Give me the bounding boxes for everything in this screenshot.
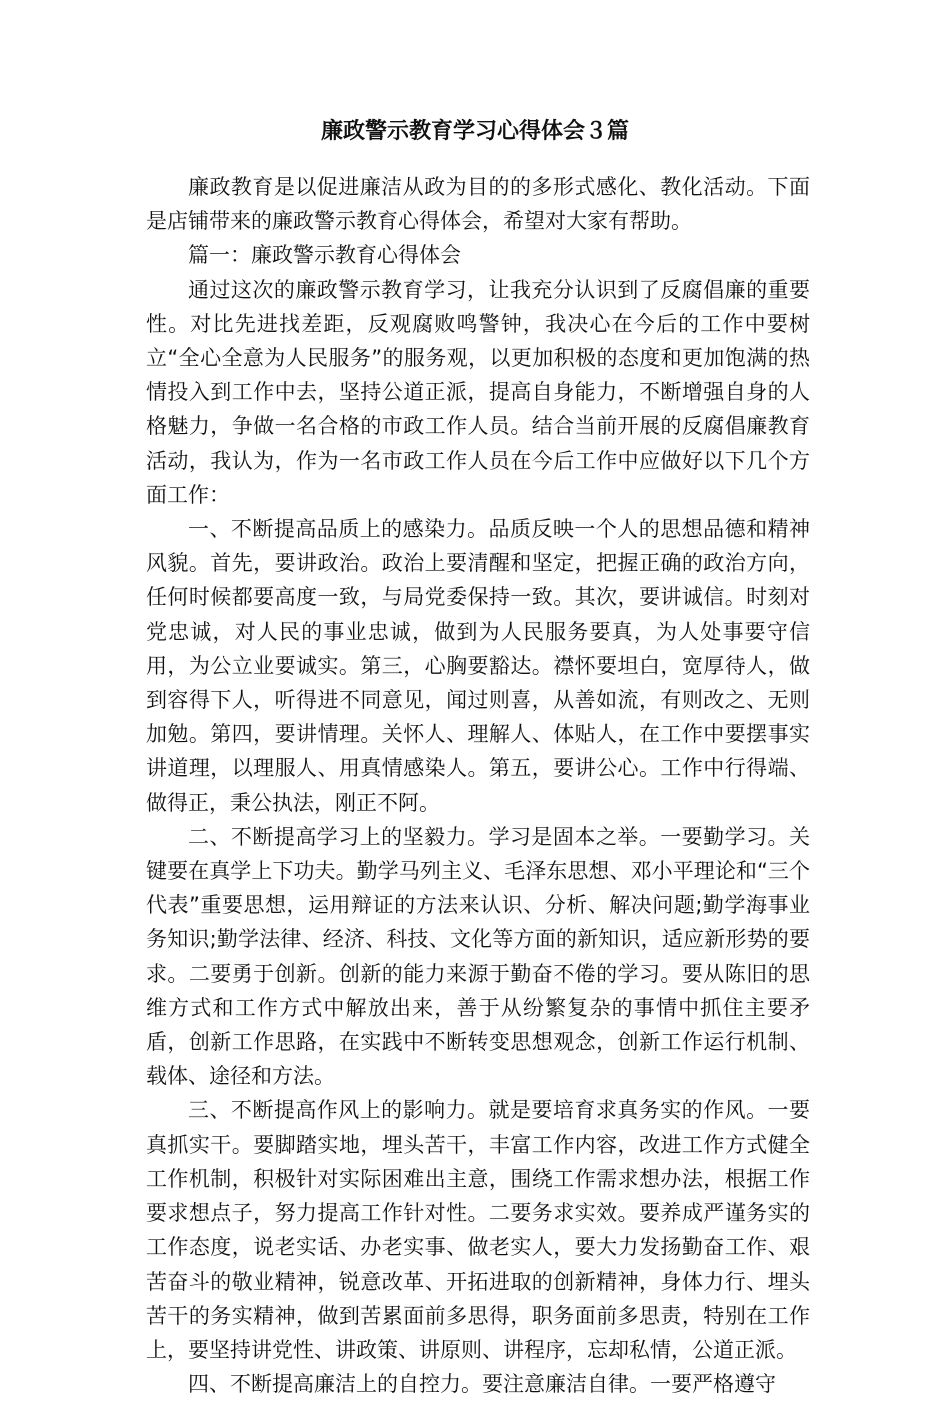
paragraph-section-heading: 篇一：廉政警示教育心得体会 [188,243,461,268]
paragraph-point-two: 二、不断提高学习上的坚毅力。学习是固本之举。一要勤学习。关键要在真学上下功夫。勤学马列主义、毛泽东思想、邓小平理论和“三个代表”重要思想，运用辩证的方法来认识、分析、解决问题;勤学海事业务知识;勤学法律、经济、科技、文化等方面的新知识，适应新形势的要求。二要勇于创新。创新的能力来源于勤奋不倦的学习。要从陈旧的思维方式和工作方式中解放出来，善于从纷繁复杂的事情中抓住主要矛盾，创新工作思路，在实践中不断转变思想观念，创新工作运行机制、载体、途径和方法。 [146,824,810,1089]
paragraph-point-three: 三、不断提高作风上的影响力。就是要培育求真务实的作风。一要真抓实干。要脚踏实地，埋头苦干，丰富工作内容，改进工作方式健全工作机制，积极针对实际困难出主意，围绕工作需求想办法，根据工作要求想点子，努力提高工作针对性。二要务求实效。要养成严谨务实的工作态度，说老实话、办老实事、做老实人，要大力发扬勤奋工作、艰苦奋斗的敬业精神，锐意改革、开拓进取的创新精神，身体力行、埋头苦干的务实精神，做到苦累面前多思得，职务面前多思责，特别在工作上，要坚持讲党性、讲政策、讲原则、讲程序，忘却私情，公道正派。 [146,1098,810,1362]
document-body [146,170,810,1401]
paragraph-point-four: 四、不断提高廉洁上的自控力。要注意廉洁自律。一要严格遵守 [188,1372,776,1397]
paragraph-point-one: 一、不断提高品质上的感染力。品质反映一个人的思想品德和精神风貌。首先，要讲政治。政治上要清醒和坚定，把握正确的政治方向，任何时候都要高度一致，与局党委保持一致。其次，要讲诚信。时刻对党忠诚，对人民的事业忠诚，做到为人民服务要真，为人处事要守信用，为公立业要诚实。第三，心胸要豁达。襟怀要坦白，宽厚待人，做到容得下人，听得进不同意见，闻过则喜，从善如流，有则改之、无则加勉。第四，要讲情理。关怀人、理解人、体贴人，在工作中要摆事实讲道理，以理服人、用真情感染人。第五，要讲公心。工作中行得端、做得正，秉公执法，刚正不阿。 [146,517,810,815]
paragraph-intro: 廉政教育是以促进廉洁从政为目的的多形式感化、教化活动。下面是店铺带来的廉政警示教育心得体会，希望对大家有帮助。 [146,175,810,234]
paragraph-overview: 通过这次的廉政警示教育学习，让我充分认识到了反腐倡廉的重要性。对比先进找差距，反观腐败鸣警钟，我决心在今后的工作中要树立“全心全意为人民服务”的服务观，以更加积极的态度和更加饱满的热情投入到工作中去，坚持公道正派，提高自身能力，不断增强自身的人格魅力，争做一名合格的市政工作人员。结合当前开展的反腐倡廉教育活动，我认为，作为一名市政工作人员在今后工作中应做好以下几个方面工作： [146,277,810,507]
document-title: 廉政警示教育学习心得体会３篇 [320,119,629,144]
